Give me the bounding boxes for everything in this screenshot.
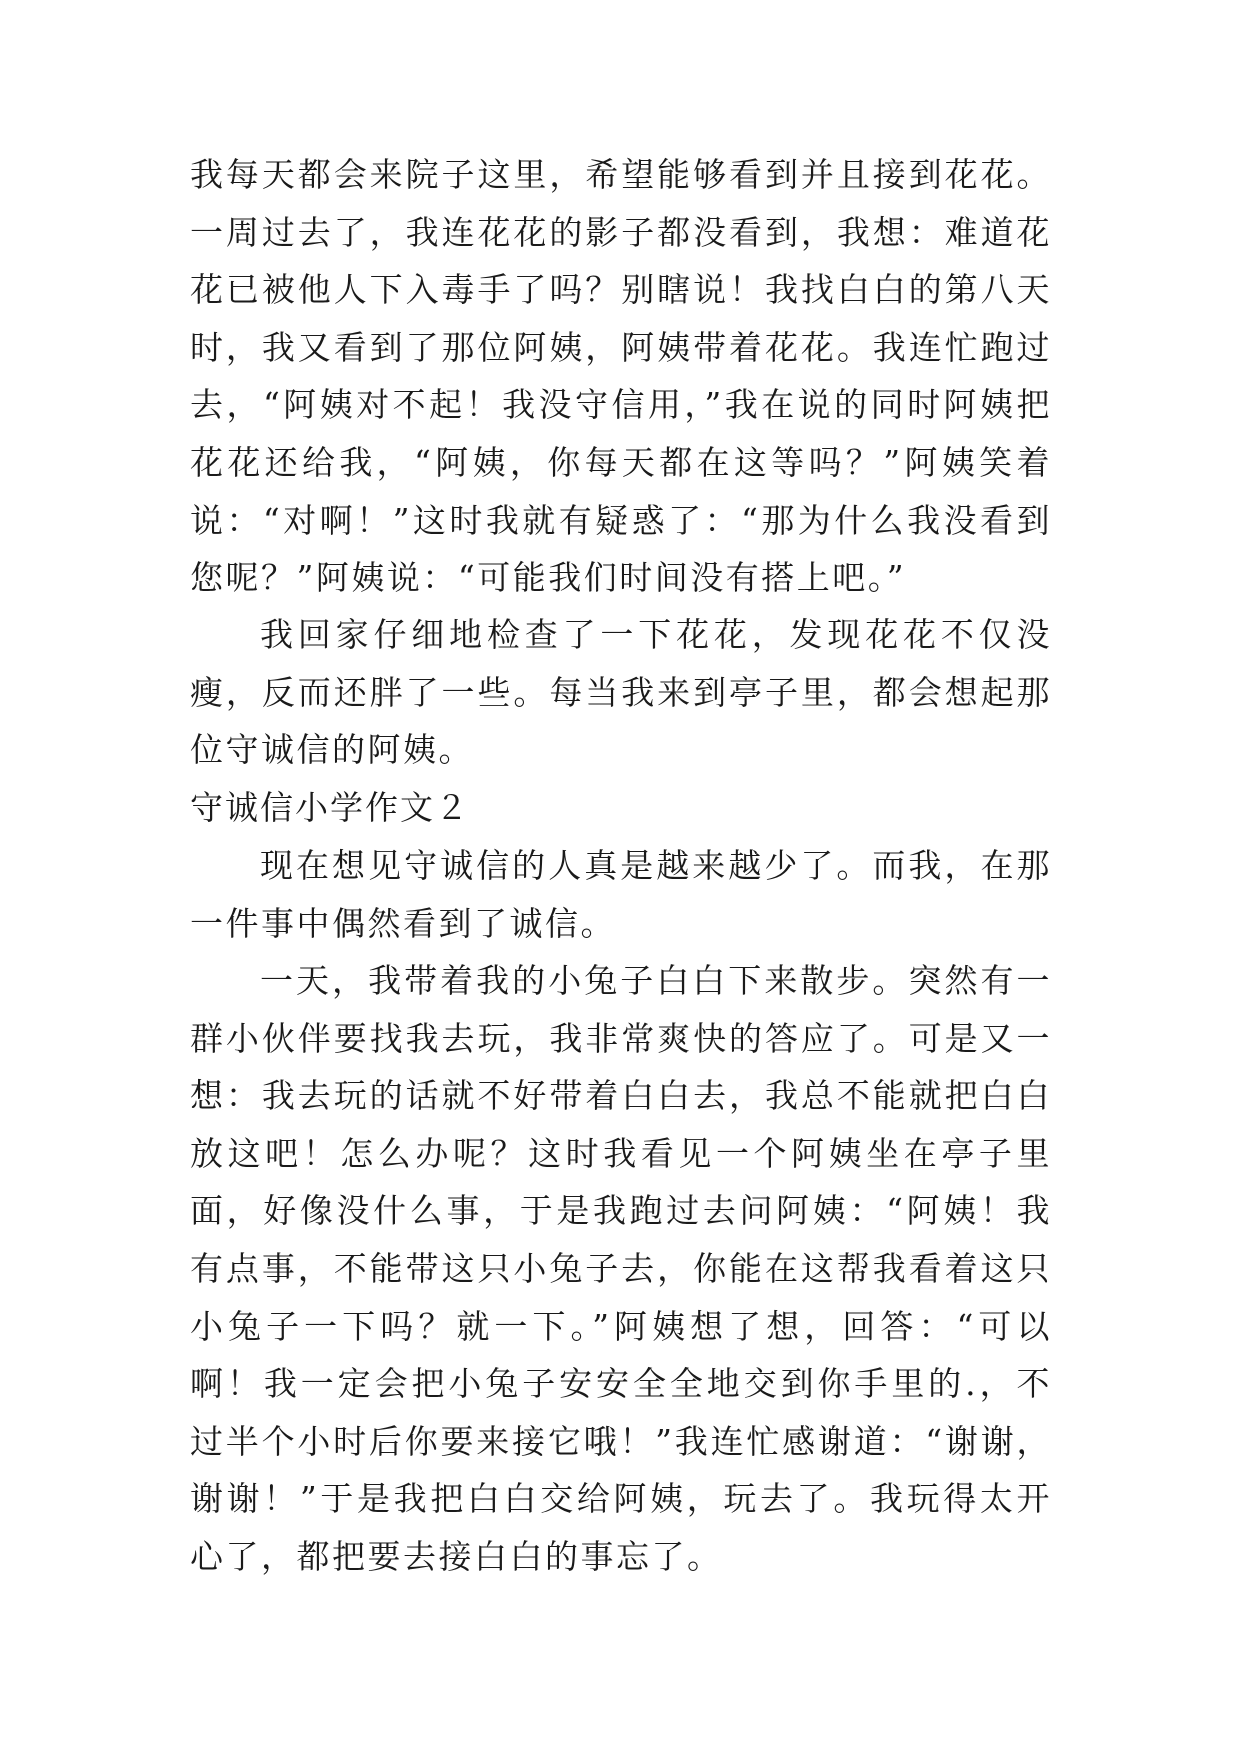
paragraph-2: 我回家仔细地检查了一下花花，发现花花不仅没瘦，反而还胖了一些。每当我来到亭子里，都会想起那位守诚信的阿姨。 — [190, 615, 1052, 770]
paragraph-3: 现在想见守诚信的人真是越来越少了。而我，在那一件事中偶然看到了诚信。 — [190, 846, 1052, 943]
paragraph-1: 我每天都会来院子这里，希望能够看到并且接到花花。一周过去了，我连花花的影子都没看到，我想：难道花花已被他人下入毒手了吗？别瞎说！我找白白的第八天时，我又看到了那位阿姨，阿姨带着花花。我连忙跑过去，“阿姨对不起！我没守信用，”我在说的同时阿姨把花花还给我，“阿姨，你每天都在这等吗？”阿姨笑着说：“对啊！”这时我就有疑惑了：“那为什么我没看到您呢？”阿姨说：“可能我们时间没有搭上吧。” — [190, 155, 1052, 598]
section-heading: 守诚信小学作文２ — [190, 788, 470, 827]
paragraph-4: 一天，我带着我的小兔子白白下来散步。突然有一群小伙伴要找我去玩，我非常爽快的答应了。可是又一想：我去玩的话就不好带着白白去，我总不能就把白白放这吧！怎么办呢？这时我看见一个阿姨坐在亭子里面，好像没什么事，于是我跑过去问阿姨：“阿姨！我有点事，不能带这只小兔子去，你能在这帮我看着这只小兔子一下吗？就一下。”阿姨想了想，回答：“可以啊！我一定会把小兔子安安全全地交到你手里的.，不过半个小时后你要来接它哦！”我连忙感谢道：“谢谢，谢谢！”于是我把白白交给阿姨，玩去了。我玩得太开心了，都把要去接白白的事忘了。 — [190, 961, 1052, 1576]
